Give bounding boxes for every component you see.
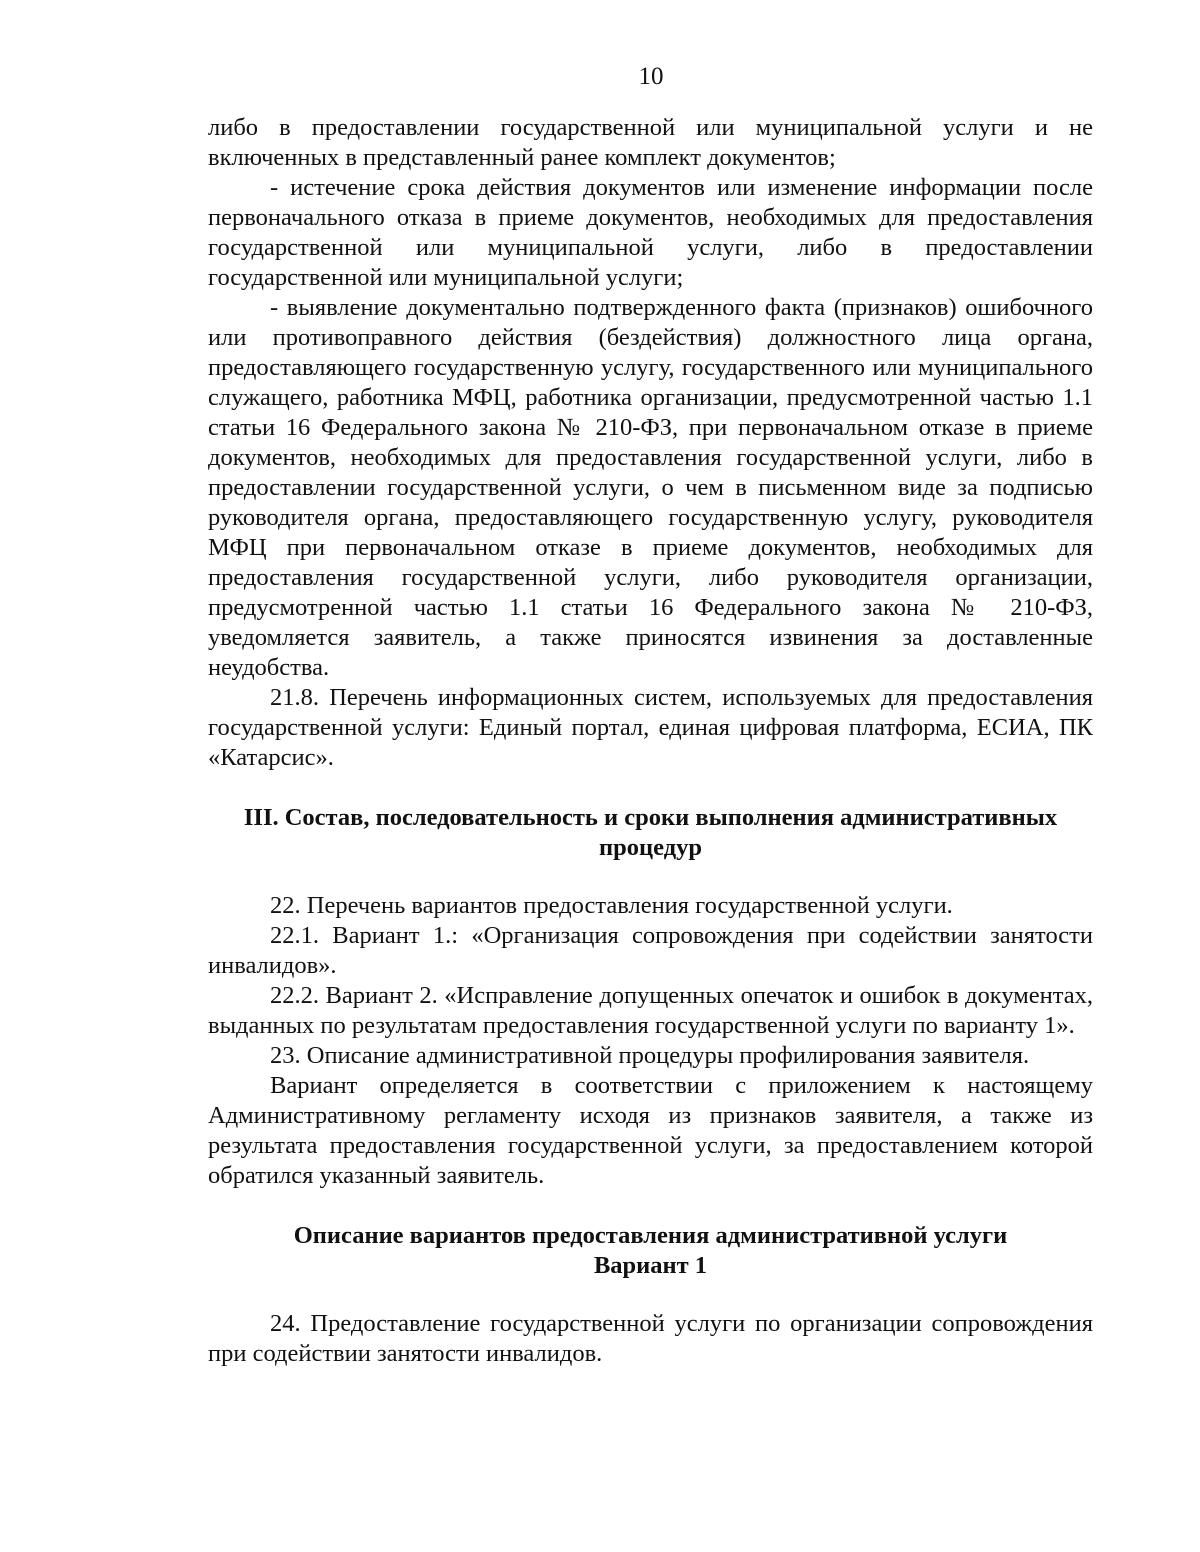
paragraph-22-1: 22.1. Вариант 1.: «Организация сопровождения при содействии занятости инвалидов». [208, 922, 1093, 979]
paragraph-expiry-clause: - истечение срока действия документов или изменение информации после первоначального отказа в приеме документов, необходимых для предоставления государственной или муниципальной услуги, либо в предоставлении государственной или муниципальной услуги; [208, 174, 1093, 291]
subheading-variants: Описание вариантов предоставления административной услуги [293, 1222, 1008, 1249]
paragraph-variant-definition: Вариант определяется в соответствии с приложением к настоящему Административному регламенту исходя из признаков заявителя, а также из результата предоставления государственной услуги, за предоставлением которой обратился указанный заявитель. [208, 1072, 1093, 1189]
document-body [208, 113, 1093, 1369]
paragraph-22: 22. Перечень вариантов предоставления государственной услуги. [270, 892, 953, 919]
paragraph-21-8: 21.8. Перечень информационных систем, используемых для предоставления государственной услуги: Единый портал, единая цифровая платформа, ЕСИА, ПК «Катарсис». [208, 684, 1093, 771]
subheading-variant-1: Вариант 1 [593, 1252, 708, 1279]
paragraph-continuation: либо в предоставлении государственной или муниципальной услуги и не включенных в представленный ранее комплект документов; [208, 114, 1093, 171]
page-number: 10 [638, 63, 664, 90]
paragraph-error-clause: - выявление документально подтвержденного факта (признаков) ошибочного или противоправного действия (бездействия) должностного лица органа, предоставляющего государственную услугу, государственного или муниципального служащего, работника МФЦ, работника организации, предусмотренной частью 1.1 статьи 16 Федерального закона № 210-ФЗ, при первоначальном отказе в приеме документов, необходимых для предоставления государственной услуги, либо в предоставлении государственной услуги, о чем в письменном виде за подписью руководителя органа, предоставляющего государственную услугу, руководителя МФЦ при первоначальном отказе в приеме документов, необходимых для предоставления государственной услуги, либо руководителя организации, предусмотренной частью 1.1 статьи 16 Федерального закона № 210-ФЗ, уведомляется заявитель, а также приносятся извинения за доставленные неудобства. [208, 294, 1093, 681]
paragraph-23: 23. Описание административной процедуры профилирования заявителя. [270, 1042, 1030, 1069]
paragraph-22-2: 22.2. Вариант 2. «Исправление допущенных опечаток и ошибок в документах, выданных по результатам предоставления государственной услуги по варианту 1». [208, 982, 1093, 1039]
paragraph-24: 24. Предоставление государственной услуги по организации сопровождения при содействии занятости инвалидов. [208, 1310, 1093, 1367]
section-heading-iii: III. Состав, последовательность и сроки выполнения административных процедур [243, 804, 1058, 861]
